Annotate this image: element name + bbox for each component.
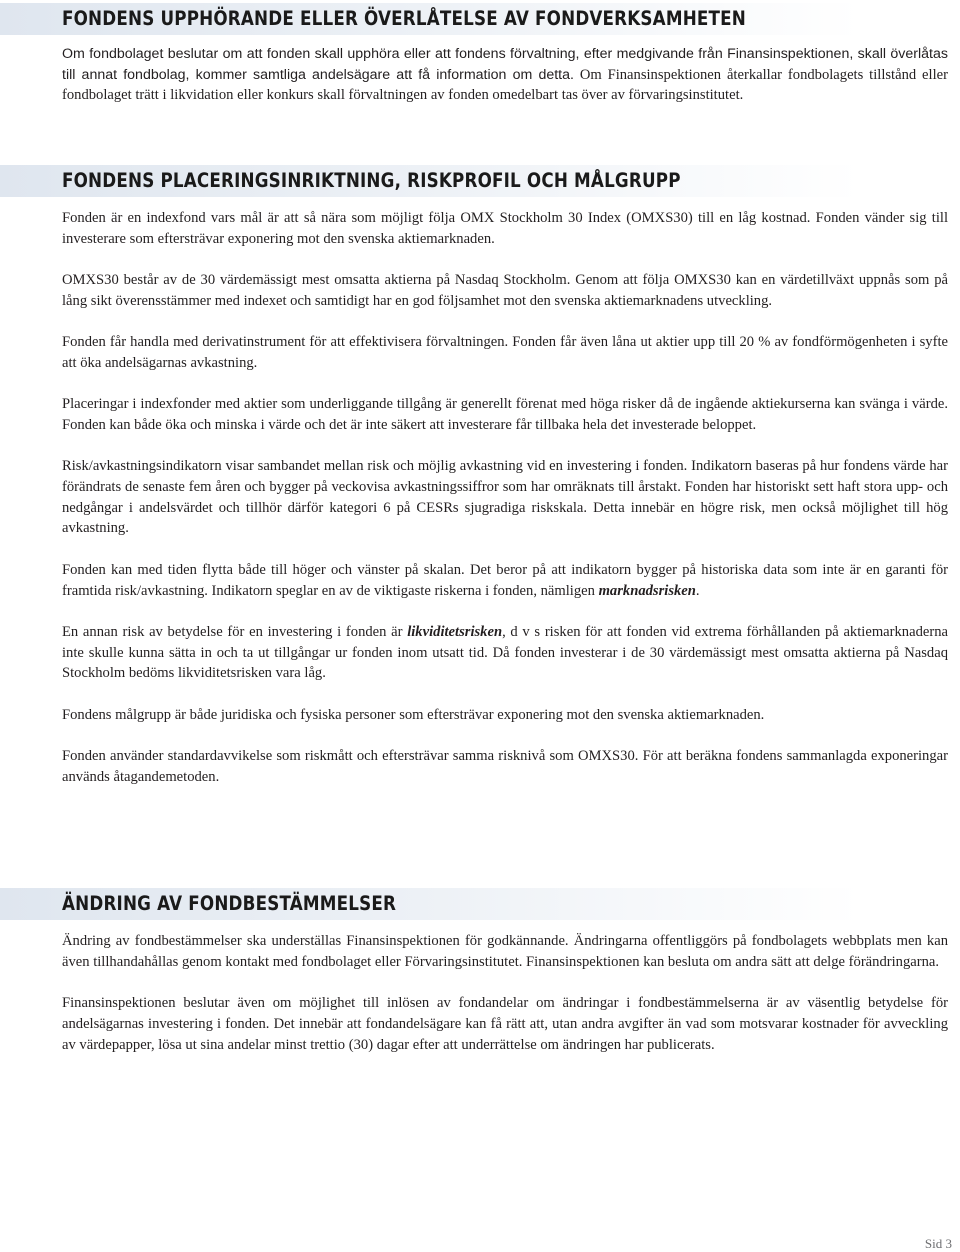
paragraph: OMXS30 består av de 30 värdemässigt mest omsatta aktierna på Nasdaq Stockholm. Genom att följa OMXS30 kan en värdetillväxt uppnås som på lång sikt överensstämmer med indexet och samtidigt har en god följsamhet mot den svenska aktiemarknadens utveckling. — [62, 272, 948, 309]
paragraph: Fondens målgrupp är både juridiska och fysiska personer som eftersträvar exponering mot den svenska aktiemarknaden. — [62, 706, 765, 723]
paragraph-text: . — [695, 582, 700, 599]
section-andring-av-fondbestammelser — [0, 888, 960, 1055]
paragraph — [62, 560, 948, 601]
section-fondens-upphorande — [0, 3, 960, 106]
paragraph-lead-sans: Om fondbolaget beslutar om att fonden skall upphöra eller att fondens förvaltning, efter medgivande från Finansinspektionen, skall överlåtas till annat fondbolag, kommer samtliga andelsägare att få information om detta. — [62, 46, 948, 83]
paragraph: Placeringar i indexfonder med aktier som underliggande tillgång är generellt förenat med höga risker då de ingående aktiekurserna kan svänga i värde. Fonden kan både öka och minska i värde och det är inte säkert att investerare får tillbaka hela det investerade beloppet. — [62, 396, 948, 433]
paragraph-text: Fonden kan med tiden flytta både till höger och vänster på skalan. Det beror på att indikatorn bygger på historiska data som inte är en garanti för framtida risk/avkastning. Indikatorn speglar en av de viktigaste riskerna i fonden, nämligen — [62, 561, 948, 599]
section-placeringsinriktning — [0, 165, 960, 788]
paragraph: Finansinspektionen beslutar även om möjlighet till inlösen av fondandelar om ändringar i fondbestämmelserna är av väsentlig betydelse för andelsägarnas investering i fonden. Det innebär att fondandelsägare kan få rätt att, utan andra avgifter än vad som motsvarar kostnader för avveckling av värdepapper, lösa ut sina andelar minst trettio (30) dagar efter att underrättelse om ändringen har publicerats. — [62, 995, 948, 1053]
section-heading-bar — [0, 3, 960, 35]
paragraph-text: En annan risk av betydelse för en investering i fonden är — [62, 623, 408, 640]
paragraph: Ändring av fondbestämmelser ska underställas Finansinspektionen för godkännande. Ändringarna offentliggörs på fondbolagets webbplats men kan även tillhandahållas genom kontakt med fondbolaget eller Förvaringsinstitutet. Finansinspektionen kan besluta om andra sätt att delge förändringarna. — [62, 933, 948, 970]
paragraph: Fonden använder standardavvikelse som riskmått och eftersträvar samma risknivå som OMXS30. För att beräkna fondens sammanlagda exponeringar används åtagandemetoden. — [62, 748, 948, 785]
page-number: Sid 3 — [924, 1236, 952, 1251]
paragraph: Fonden är en indexfond vars mål är att så nära som möjligt följa OMX Stockholm 30 Index (OMXS30) till en låg kostnad. Fonden vänder sig till investerare som eftersträvar exponering mot den svenska aktiemarknaden. — [62, 210, 948, 247]
paragraph: Risk/avkastningsindikatorn visar sambandet mellan risk och möjlig avkastning vid en investering i fonden. Indikatorn baseras på hur fondens värde har förändrats de senaste fem åren och bygger på veckovisa avkastningssiffror som har omräknats till årstakt. Fonden har historiskt sett haft stora upp- och nedgångar i andelsvärdet och tillhör därför kategori 6 på CESRs sjugradiga riskskala. Detta innebär en högre risk, men också möjlighet till hög avkastning. — [62, 458, 948, 537]
section-heading: FONDENS UPPHÖRANDE ELLER ÖVERLÅTELSE AV FONDVERKSAMHETEN — [62, 7, 746, 30]
paragraph-text: , d v s risken för att fonden vid extrema förhållanden på aktiemarknaderna inte skulle kunna sätta in och ta ut tillgångar ur fonden inom utsatt tid. Då fonden investerar i de 30 värdemässigt mest omsatta aktierna på Nasdaq Stockholm bedöms likviditetsrisken vara låg. — [62, 623, 948, 682]
emphasis-marknadsrisken: marknadsrisken — [598, 582, 696, 599]
section-heading-bar — [0, 888, 960, 920]
section-heading: ÄNDRING AV FONDBESTÄMMELSER — [62, 892, 397, 915]
paragraph — [62, 44, 948, 106]
section-heading: FONDENS PLACERINGSINRIKTNING, RISKPROFIL OCH MÅLGRUPP — [62, 169, 681, 192]
paragraph: Fonden får handla med derivatinstrument för att effektivisera förvaltningen. Fonden får även låna ut aktier upp till 20 % av fondförmögenheten i syfte att öka andelsägarnas avkastning. — [62, 334, 948, 371]
paragraph — [62, 622, 948, 684]
section-heading-bar — [0, 165, 960, 197]
paragraph-rest: Om Finansinspektionen återkallar fondbolagets tillstånd eller fondbolaget trätt i likvidation eller konkurs skall förvaltningen av fonden omedelbart tas över av förvaringsinstitutet. — [62, 66, 948, 104]
emphasis-likviditetsrisken: likviditetsrisken — [407, 623, 503, 640]
